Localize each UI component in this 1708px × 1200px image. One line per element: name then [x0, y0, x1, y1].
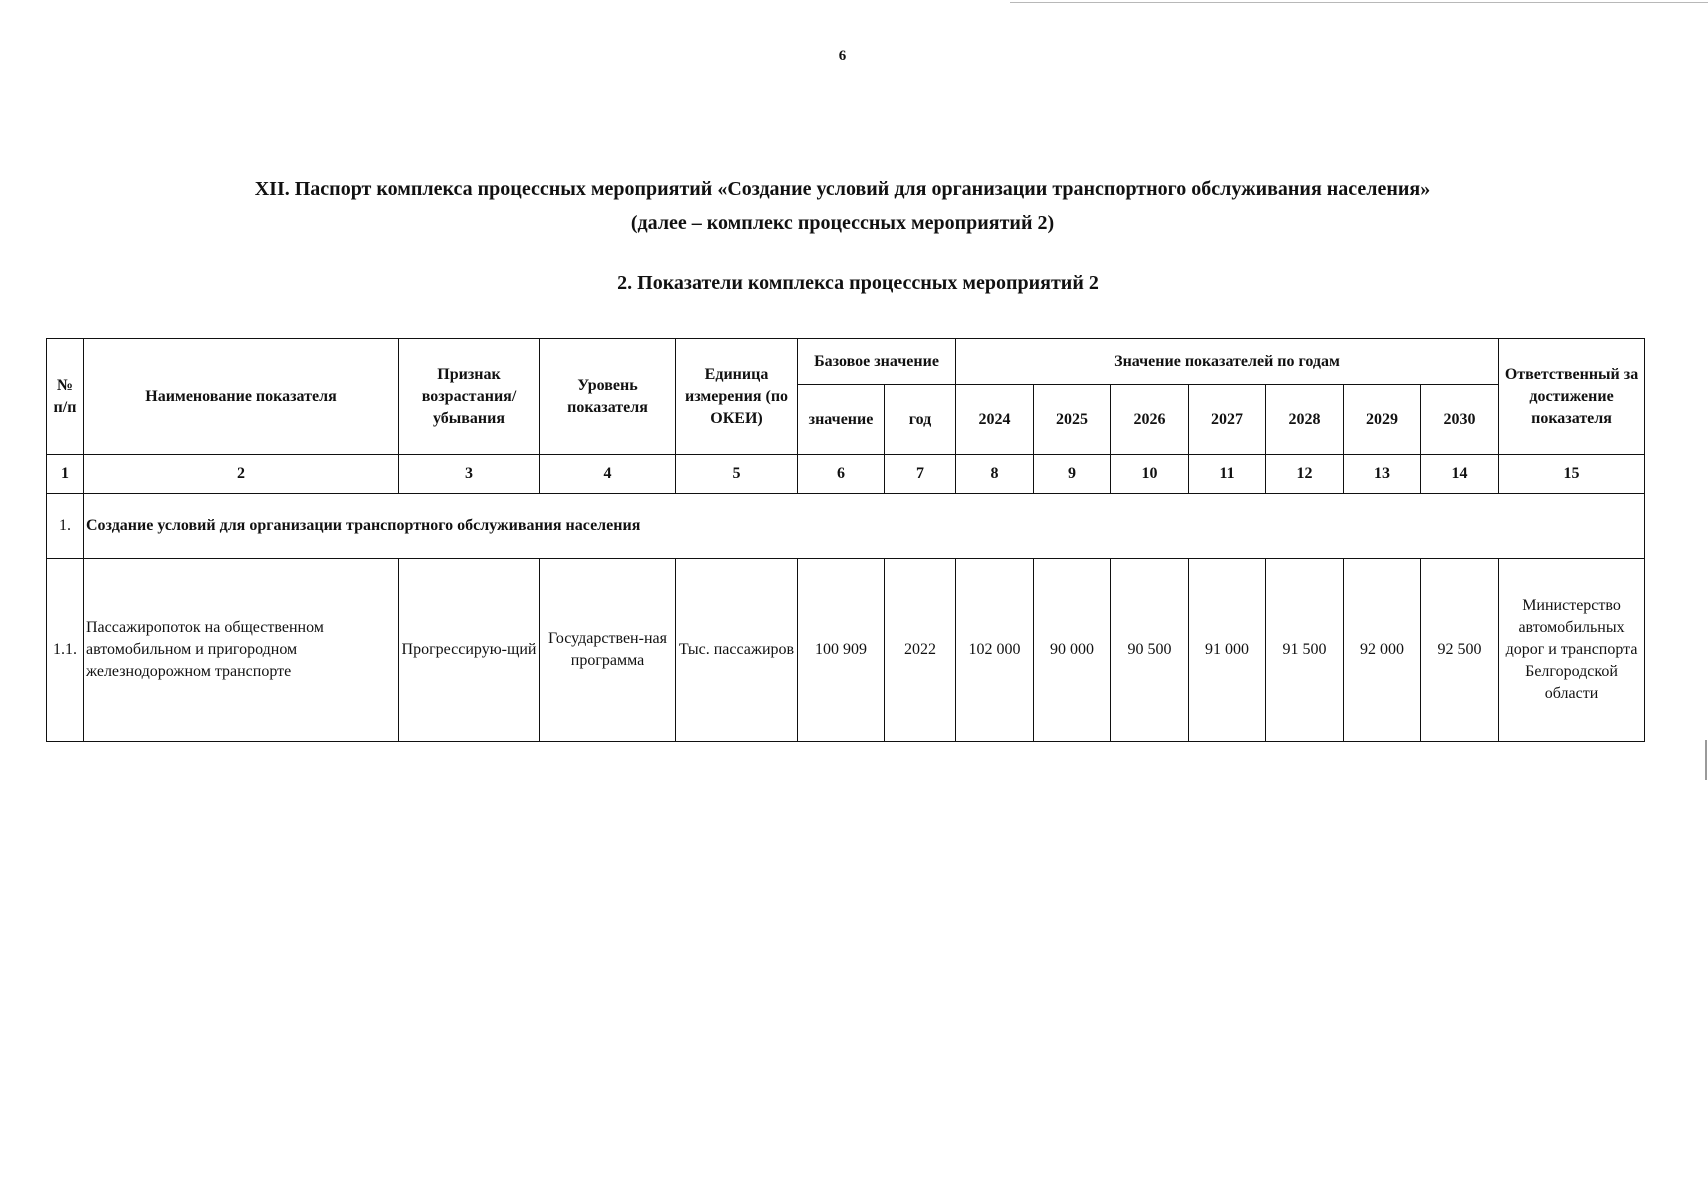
column-number-row [47, 455, 1645, 494]
header-name: Наименование показателя [84, 339, 399, 455]
header-base-value: значение [798, 385, 885, 455]
title-line-2: (далее – комплекс процессных мероприятий 2) [630, 212, 1055, 234]
column-number: 14 [1421, 455, 1499, 494]
scan-edge-mark [1705, 740, 1707, 780]
row-year-value: 90 500 [1111, 559, 1189, 742]
page-number: 6 [838, 48, 847, 64]
row-year-value: 102 000 [956, 559, 1034, 742]
title-line-1: XII. Паспорт комплекса процессных мероприятий «Создание условий для организации транспортного обслуживания населения» [254, 178, 1431, 200]
column-number: 3 [399, 455, 540, 494]
header-sign: Признак возрастания/ убывания [399, 339, 540, 455]
section-num: 1. [47, 494, 84, 559]
column-number: 8 [956, 455, 1034, 494]
header-num: № п/п [47, 339, 84, 455]
row-year-value: 90 000 [1034, 559, 1111, 742]
section-title: Создание условий для организации транспортного обслуживания населения [84, 494, 1645, 559]
header-year: 2028 [1266, 385, 1344, 455]
column-number: 1 [47, 455, 84, 494]
column-number: 5 [676, 455, 798, 494]
indicators-table [46, 338, 1645, 742]
row-base-year: 2022 [885, 559, 956, 742]
header-years-group: Значение показателей по годам [956, 339, 1499, 385]
section-row [47, 494, 1645, 559]
row-level: Государствен-ная программа [540, 559, 676, 742]
column-number: 12 [1266, 455, 1344, 494]
header-level: Уровень показателя [540, 339, 676, 455]
row-unit: Тыс. пассажиров [676, 559, 798, 742]
header-year: 2024 [956, 385, 1034, 455]
column-number: 4 [540, 455, 676, 494]
column-number: 10 [1111, 455, 1189, 494]
row-responsible: Министерство автомобильных дорог и транспорта Белгородской области [1499, 559, 1645, 742]
row-year-value: 92 500 [1421, 559, 1499, 742]
column-number: 15 [1499, 455, 1645, 494]
header-year: 2025 [1034, 385, 1111, 455]
row-name: Пассажиропоток на общественном автомобильном и пригородном железнодорожном транспорте [84, 559, 399, 742]
header-row-1 [47, 339, 1645, 385]
row-base-value: 100 909 [798, 559, 885, 742]
column-number: 11 [1189, 455, 1266, 494]
row-num: 1.1. [47, 559, 84, 742]
header-year: 2030 [1421, 385, 1499, 455]
row-year-value: 91 500 [1266, 559, 1344, 742]
column-number: 13 [1344, 455, 1421, 494]
row-sign: Прогрессирую-щий [399, 559, 540, 742]
row-year-value: 92 000 [1344, 559, 1421, 742]
column-number: 9 [1034, 455, 1111, 494]
section-subtitle: 2. Показатели комплекса процессных мероприятий 2 [617, 272, 1099, 294]
header-year: 2026 [1111, 385, 1189, 455]
row-year-value: 91 000 [1189, 559, 1266, 742]
header-base-year: год [885, 385, 956, 455]
scan-edge-line [1010, 2, 1708, 3]
header-unit: Единица измерения (по ОКЕИ) [676, 339, 798, 455]
header-year: 2027 [1189, 385, 1266, 455]
header-responsible: Ответственный за достижение показателя [1499, 339, 1645, 455]
document-title [0, 172, 1685, 240]
column-number: 7 [885, 455, 956, 494]
column-number: 2 [84, 455, 399, 494]
header-base-group: Базовое значение [798, 339, 956, 385]
header-year: 2029 [1344, 385, 1421, 455]
column-number: 6 [798, 455, 885, 494]
table-row [47, 559, 1645, 742]
